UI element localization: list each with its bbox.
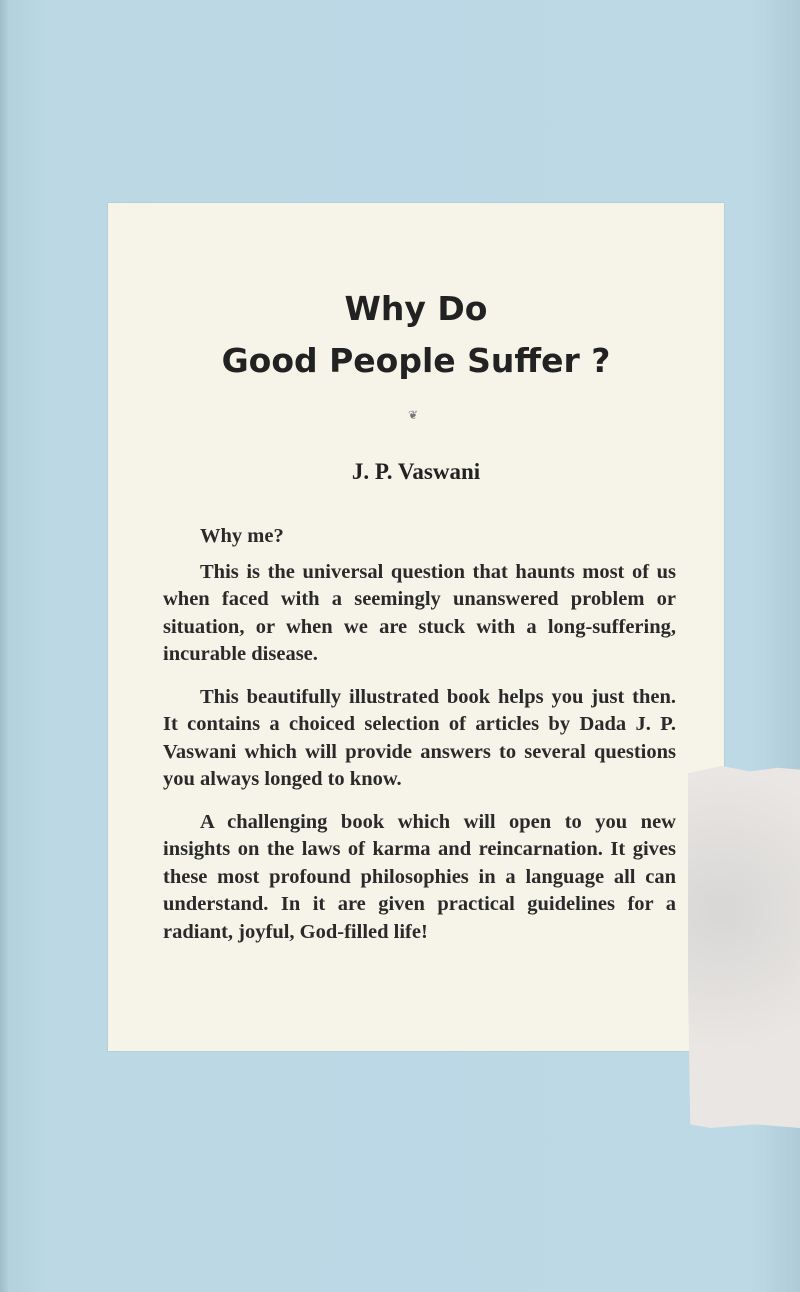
book-title bbox=[108, 283, 724, 387]
cover-spine-edge bbox=[0, 0, 10, 1292]
author-name: J. P. Vaswani bbox=[351, 459, 481, 484]
ornament-icon: ❦ bbox=[407, 408, 419, 422]
blurb-paragraph-4: A challenging book which will open to you new insights on the laws of karma and reincarnation. It gives these most profound philosophies in a language all can understand. In it are given practical guidelines for a radiant, joyful, God-filled life! bbox=[163, 810, 676, 943]
blurb-paragraph-2: This is the universal question that haunts most of us when faced with a seemingly unanswered problem or situation, or when we are stuck with a long-suffering, incurable disease. bbox=[163, 560, 676, 665]
blurb-paragraph-3: This beautifully illustrated book helps you just then. It contains a choiced selection of articles by Dada J. P. Vaswani which will provide answers to several questions you always longed to know. bbox=[163, 685, 676, 790]
blurb bbox=[163, 523, 676, 961]
title-line-2: Good People Suffer ? bbox=[221, 341, 611, 380]
title-line-1: Why Do bbox=[344, 289, 488, 328]
blurb-paragraph-1: Why me? bbox=[200, 525, 284, 547]
torn-sticker-residue bbox=[688, 766, 800, 1128]
text-panel bbox=[108, 203, 724, 1051]
